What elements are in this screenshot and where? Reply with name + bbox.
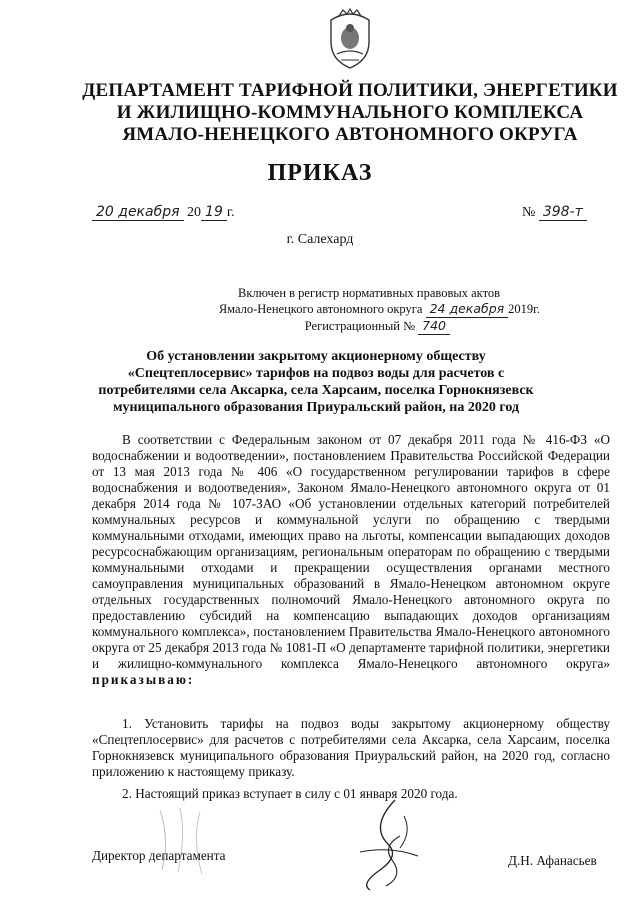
registry-number-handwritten: 740 [418,318,450,335]
registry-line-2: Ямало-Ненецкого автономного округа 24 декабря 2019г. [218,301,540,316]
department-line-2: И ЖИЛИЩНО-КОММУНАЛЬНОГО КОМПЛЕКСА [116,102,584,123]
order-item-1: 1. Установить тарифы на подвоз воды закрытому акционерному обществу «Спецтеплосервис» для расчетов с потребителями села Аксарка, села Харсаим, поселка Горнокнязевск муниципального образования Приуральский район, на 2020 год, согласно приложению к настоящему приказу. [92,716,610,779]
handwritten-signature [300,796,440,892]
order-subject: Об установлении закрытому акционерному обществу «Спецтеплосервис» тарифов на подвоз воды для расчетов с потребителями села Аксарка, села Харсаим, поселка Горнокнязевск муниципального образования Приуральский район, на 2020 год [98,349,534,415]
order-number [522,204,587,221]
year-handwritten: 19 [201,204,227,221]
registry-date-handwritten: 24 декабря [426,301,509,318]
department-line-1: ДЕПАРТАМЕНТ ТАРИФНОЙ ПОЛИТИКИ, ЭНЕРГЕТИКИ [82,80,618,101]
year-suffix: г. [226,205,235,220]
department-line-3: ЯМАЛО-НЕНЕЦКОГО АВТОНОМНОГО ОКРУГА [122,124,578,145]
number-handwritten: 398-т [539,204,587,221]
date-handwritten: 20 декабря [92,204,184,221]
registry-line-1: Включен в регистр нормативных правовых актов [238,286,501,300]
department-heading [60,80,640,146]
city: г. Салехард [286,232,354,247]
preamble-text: В соответствии с Федеральным законом от 07 декабря 2011 года № 416-ФЗ «О водоснабжении и водоотведении», постановлением Правительства Российской Федерации от 13 мая 2013 года № 406 «О государственном регулировании тарифов в сфере водоснабжения и водоотведения», Законом Ямало-Ненецкого автономного округа от 01 декабря 2014 года № 107-ЗАО «Об установлении отдельных категорий потребителей коммунальных ресурсов и коммунальной услуги по обращению с твердыми коммунальными отходами, имеющих право на льготы, компенсации выпадающих доходов ресурсоснабжающим организациям, региональным операторам по обращению с твердыми коммунальными отходами и прекращении осуществления органами местного самоуправления муниципальных образований в Ямало-Ненецком автономном округе отдельных государственных полномочий Ямало-Ненецкого автономного округа по предоставлению субсидий на компенсацию выпадающих доходов организациям коммунального комплекса», постановлением Правительства Ямало-Ненецкого автономного округа от 25 декабря 2013 года № 1081-П «О департаменте тарифной политики, энергетики и жилищно-коммунального комплекса Ямало-Ненецкого автономного округа» [92,432,610,671]
coat-of-arms-emblem [327,8,373,70]
registry-line-3: Регистрационный № 740 [200,318,540,335]
year-prefix: 20 [187,205,202,220]
faint-stamp-mark [140,800,250,880]
signatory-title: Директор департамента [92,848,226,863]
number-label: № [522,205,536,220]
order-word: приказываю: [92,672,195,687]
registry-stamp [200,285,540,335]
order-title: ПРИКАЗ [267,160,373,186]
preamble-paragraph [92,432,610,688]
order-item-2: 2. Настоящий приказ вступает в силу с 01 января 2020 года. [122,786,458,801]
signatory-name: Д.Н. Афанасьев [508,853,597,868]
order-date [92,204,235,221]
